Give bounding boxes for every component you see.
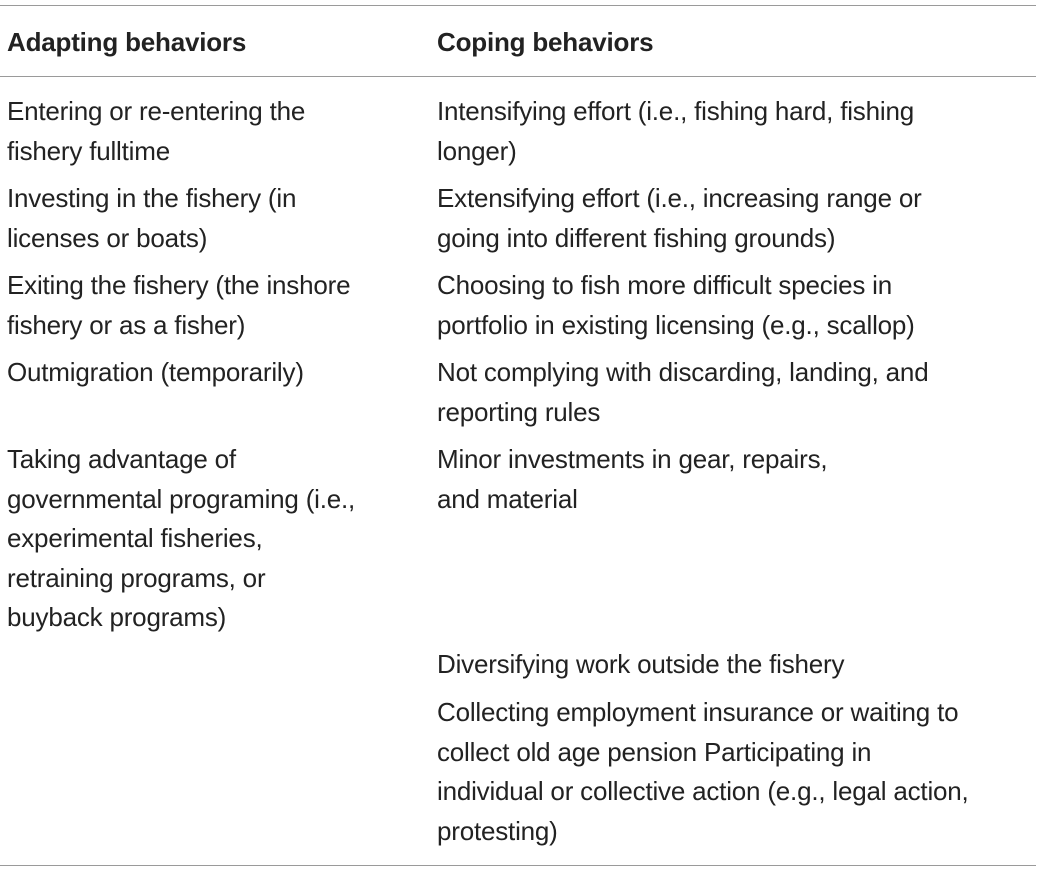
adapting-cell [7,353,407,393]
coping-cell-line: reporting rules [437,396,601,427]
coping-cell-line: portfolio in existing licensing (e.g., scallop) [437,309,915,340]
adapting-cell-line: Investing in the fishery (in [7,183,297,213]
header-coping-behaviors: Coping behaviors [437,27,654,57]
coping-cell-line: Minor investments in gear, repairs, [437,444,828,474]
coping-cell-line: Intensifying effort (i.e., fishing hard, fishing [437,96,914,126]
coping-cell-line: individual or collective action (e.g., legal action, [437,776,969,806]
adapting-cell [7,179,407,258]
adapting-cell-line: retraining programs, or [7,562,266,593]
adapting-cell-line: Outmigration (temporarily) [7,357,304,387]
adapting-cell-line: buyback programs) [7,602,227,632]
coping-cell [437,693,1032,851]
coping-cell-line: Not complying with discarding, landing, and [437,357,929,387]
coping-cell-line: collect old age pension Participating in [437,736,872,767]
coping-cell-line: Choosing to fish more difficult species in [437,270,893,300]
coping-cell [437,353,1032,432]
adapting-cell-line: fishery or as a fisher) [7,309,246,340]
coping-cell-line: going into different fishing grounds) [437,222,836,253]
adapting-cell-line: Taking advantage of [7,444,236,474]
coping-cell-line: Diversifying work outside the fishery [437,649,845,679]
header-adapting-behaviors: Adapting behaviors [7,27,247,57]
coping-cell-line: Extensifying effort (i.e., increasing range or [437,183,922,213]
coping-cell [437,92,1032,171]
adapting-cell-line: licenses or boats) [7,222,208,253]
adapting-cell-line: governmental programing (i.e., [7,483,356,514]
adapting-cell [7,92,407,171]
adapting-cell-line: fishery fulltime [7,135,170,166]
adapting-cell-line: Exiting the fishery (the inshore [7,270,351,300]
table-bottom-rule [0,865,1036,866]
adapting-cell-line: experimental fisheries, [7,523,263,553]
coping-cell [437,440,1032,519]
coping-cell [437,645,1032,685]
coping-cell-line: and material [437,483,578,514]
coping-cell [437,266,1032,345]
coping-cell [437,179,1032,258]
adapting-cell [7,440,407,638]
coping-cell-line: Collecting employment insurance or waiting to [437,697,959,727]
adapting-cell-line: Entering or re-entering the [7,96,306,126]
coping-cell-line: longer) [437,135,517,166]
adapting-cell [7,266,407,345]
coping-cell-line: protesting) [437,815,558,846]
